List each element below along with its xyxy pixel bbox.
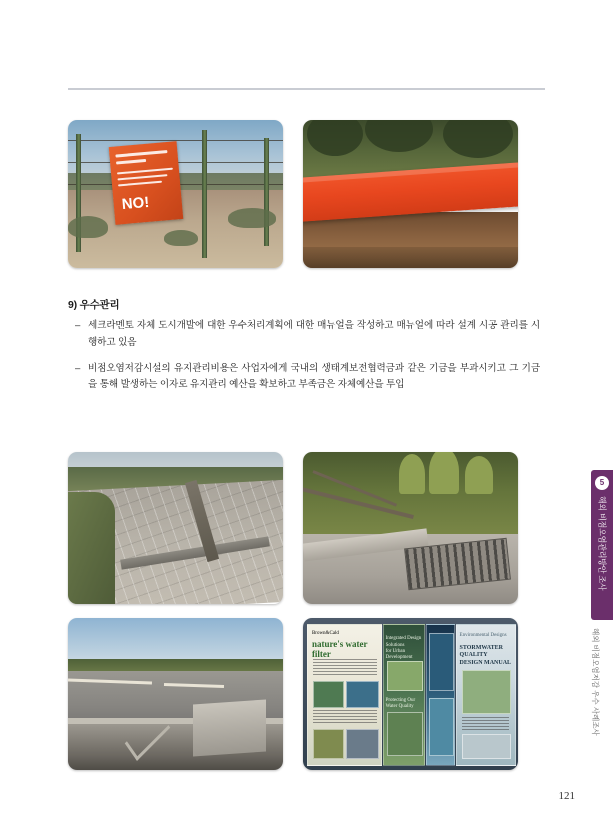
chapter-label: 해외 비점오염관리방안 조사 xyxy=(597,496,607,591)
shrub xyxy=(164,230,198,246)
panel-thumbnail xyxy=(462,670,510,714)
panel-thumbnail xyxy=(346,681,379,708)
section-running-label xyxy=(591,628,607,768)
panel-thumbnail xyxy=(387,661,423,691)
panel-body-text xyxy=(313,710,377,724)
grass-tuft xyxy=(429,452,459,494)
header-rule xyxy=(68,88,545,90)
grass-tuft xyxy=(465,456,493,494)
grass-tuft xyxy=(399,454,425,494)
panel-thumbnail xyxy=(429,698,454,756)
panel-title: STORMWATER QUALITY DESIGN MANUAL xyxy=(459,644,512,666)
panel-thumbnail xyxy=(429,633,454,691)
habitat-conservation-sign-photo xyxy=(68,120,283,268)
info-panel-natures-water-filter xyxy=(307,624,382,766)
panel-thumbnail xyxy=(387,712,423,756)
sign-no-text: NO! xyxy=(121,193,150,214)
curb-cut-inlet xyxy=(193,699,266,756)
panel-title: nature's water filter xyxy=(311,639,368,660)
panel-line-1: Integrated Design Solutions xyxy=(385,636,422,648)
chapter-number-badge: 5 xyxy=(595,476,609,490)
stormwater-information-panels-photo xyxy=(303,618,518,770)
chapter-side-tab xyxy=(591,470,613,620)
panel-body-text xyxy=(313,659,377,676)
roadway-curb-cut-inlet-photo xyxy=(68,618,283,770)
info-panel-integrated-design xyxy=(383,624,426,766)
panel-subtitle: Environmental Designs xyxy=(459,633,507,639)
info-panel-water-photo xyxy=(426,624,456,766)
panel-thumbnail xyxy=(462,734,510,758)
panel-line-2: for Urban Development xyxy=(385,648,413,661)
section-title: 9) 우수관리 xyxy=(68,299,120,311)
list-item xyxy=(75,361,540,395)
shrub xyxy=(68,216,108,238)
storm-drain-grate-inlet-photo xyxy=(303,452,518,604)
shrub xyxy=(228,208,276,228)
soil-shadow xyxy=(303,247,518,268)
panel-thumbnail xyxy=(313,729,344,759)
bullet-marker: – xyxy=(75,320,81,331)
permeable-paver-walkway-photo xyxy=(68,452,283,604)
panel-brand-label: Brown&Cald xyxy=(311,630,339,636)
habitat-warning-sign xyxy=(109,141,184,225)
panel-thumbnail xyxy=(313,681,344,708)
panel-thumbnail xyxy=(346,729,379,759)
page-number: 121 xyxy=(558,790,575,802)
fence-post xyxy=(202,130,207,258)
grass-strip xyxy=(68,492,115,604)
section-running-label-text: 해외 비점오염저감 우수 사례조사 xyxy=(591,628,600,736)
bullet-list xyxy=(75,318,540,403)
panel-line-3: Protecting Our Water Quality xyxy=(385,697,416,710)
orange-silt-fence-photo xyxy=(303,120,518,268)
list-item-text: 세크라멘토 자체 도시개발에 대한 우수처리계획에 대한 매뉴얼을 작성하고 매뉴얼에 따라 설계 시공 관리를 시행하고 있음 xyxy=(88,320,540,348)
fence-post xyxy=(264,138,269,246)
bullet-marker: – xyxy=(75,362,81,374)
list-item xyxy=(75,318,540,352)
list-item-text: 비점오염저감시설의 유지관리비용은 사업자에게 국내의 생태계보전협력금과 같은 기금을 부과시키고 그 기금을 통해 발생하는 이자로 유지관리 예산을 확보하고 부족금은 자체예산을 투입 xyxy=(88,362,540,391)
panel-body-text xyxy=(462,717,508,731)
info-panel-stormwater-quality-design-manual xyxy=(456,624,516,766)
